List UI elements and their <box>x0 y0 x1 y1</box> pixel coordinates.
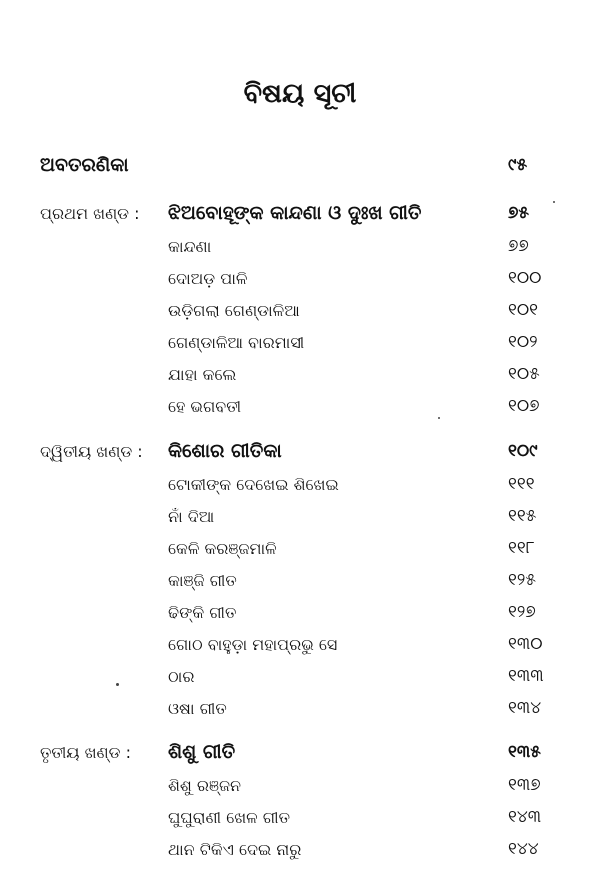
toc-page-number: ୧୧୫ <box>508 506 537 526</box>
toc-part-1[interactable] <box>0 198 600 232</box>
part-title: ଝିଅବୋହୂଙ୍କ କାନ୍ଦଣା ଓ ଦୁଃଖ ଗୀତି <box>168 202 422 224</box>
toc-item-title: ଘୁଘୁରାଣୀ ଖେଳ ଗୀତ <box>168 808 290 827</box>
toc-item[interactable] <box>0 263 600 297</box>
toc-item-title: ହେ ଭଗବତୀ <box>168 397 242 416</box>
toc-item[interactable] <box>0 693 600 727</box>
toc-page-number: ୧୦୯ <box>508 441 538 461</box>
toc-part-3[interactable] <box>0 737 600 771</box>
toc-entry-title: ଅବତରଣିକା <box>40 154 129 176</box>
toc-item[interactable] <box>0 327 600 361</box>
toc-item-title: ଗେଣ୍ଡାଳିଆ ବାରମାସୀ <box>168 333 305 352</box>
toc-item[interactable] <box>0 359 600 393</box>
toc-item[interactable] <box>0 231 600 265</box>
toc-item-title: ଠାର <box>168 667 195 686</box>
toc-item-title: କାନ୍ଦଣା <box>168 237 212 256</box>
toc-page-number: ୧୦୫ <box>508 364 540 384</box>
toc-item-title: ଥାନ ଟିକିଏ ଦେଇ ନାରୁ <box>168 840 302 859</box>
toc-item-title: ଢିଙ୍କି ଗୀତ <box>168 603 237 622</box>
toc-item[interactable] <box>0 391 600 425</box>
part-label: ପ୍ରଥମ ଖଣ୍ଡ : <box>40 204 140 223</box>
toc-page-number: ୧୦୭ <box>508 396 540 416</box>
toc-page-number: ୧୪୩ <box>508 807 542 827</box>
toc-page-number: ୯୫ <box>508 155 528 175</box>
toc-page-number: ୧୧୧ <box>508 474 535 494</box>
toc-page-number: ୧୨୭ <box>508 602 536 622</box>
scan-speck <box>553 201 555 203</box>
scan-speck <box>116 683 119 686</box>
toc-page-number: ୭୫ <box>508 203 530 223</box>
toc-item-title: ଯାହା କଲେ <box>168 365 237 384</box>
toc-item[interactable] <box>0 834 600 868</box>
toc-item[interactable] <box>0 565 600 599</box>
toc-item-title: ଦୋଅଡ଼ ପାଳି <box>168 269 248 288</box>
toc-page-number: ୧୦୦ <box>508 268 542 288</box>
toc-item-title: ଉଡ଼ିଗଲା ଗେଣ୍ଡାଳିଆ <box>168 301 300 320</box>
toc-item-title: ଟୋକୀଙ୍କ ଦେଖେଇ ଶିଖେଇ <box>168 475 339 494</box>
toc-page-number: ୧୩୩ <box>508 666 544 686</box>
page-title: ବିଷୟ ସୂଚୀ <box>243 78 357 109</box>
toc-item-title: ଗୋଠ ବାହୁଡ଼ା ମହାପ୍ରଭୁ ସେ <box>168 635 338 654</box>
toc-item[interactable] <box>0 295 600 329</box>
toc-item-title: ଓଷା ଗୀତ <box>168 699 227 718</box>
toc-item[interactable] <box>0 501 600 535</box>
toc-entry-intro[interactable] <box>0 150 600 184</box>
toc-page-number: ୧୦୧ <box>508 300 539 320</box>
toc-part-2[interactable] <box>0 436 600 470</box>
scan-speck <box>438 417 440 419</box>
toc-item-title: କାଞ୍ଜି ଗୀତ <box>168 571 237 590</box>
toc-page-number: ୧୩୭ <box>508 775 541 795</box>
toc-page-number: ୧୧୮ <box>508 538 535 558</box>
toc-page-number: ୧୪୪ <box>508 839 539 859</box>
toc-item[interactable] <box>0 802 600 836</box>
toc-page-number: ୧୩୪ <box>508 698 542 718</box>
toc-page-number: ୧୩୦ <box>508 634 543 654</box>
part-title: ଶିଶୁ ଗୀତି <box>168 741 236 763</box>
part-label: ତୃତୀୟ ଖଣ୍ଡ : <box>40 743 131 762</box>
toc-item[interactable] <box>0 661 600 695</box>
toc-item[interactable] <box>0 629 600 663</box>
toc-item[interactable] <box>0 597 600 631</box>
toc-item-title: ନାଁ ଦିଆ <box>168 507 215 526</box>
toc-page-number: ୧୩୫ <box>508 742 541 762</box>
toc-item[interactable] <box>0 770 600 804</box>
toc-page-number: ୭୭ <box>508 236 529 256</box>
toc-item[interactable] <box>0 533 600 567</box>
toc-page-number: ୧୨୫ <box>508 570 536 590</box>
toc-item-title: ଶିଶୁ ରଞ୍ଜନ <box>168 776 242 795</box>
part-label: ଦ୍ୱିତୀୟ ଖଣ୍ଡ : <box>40 442 143 461</box>
toc-page-number: ୧୦୨ <box>508 332 538 352</box>
part-title: କିଶୋର ଗୀତିକା <box>168 440 282 462</box>
toc-item-title: କେଳି କରଞ୍ଜମାଳି <box>168 539 277 558</box>
toc-item[interactable] <box>0 469 600 503</box>
